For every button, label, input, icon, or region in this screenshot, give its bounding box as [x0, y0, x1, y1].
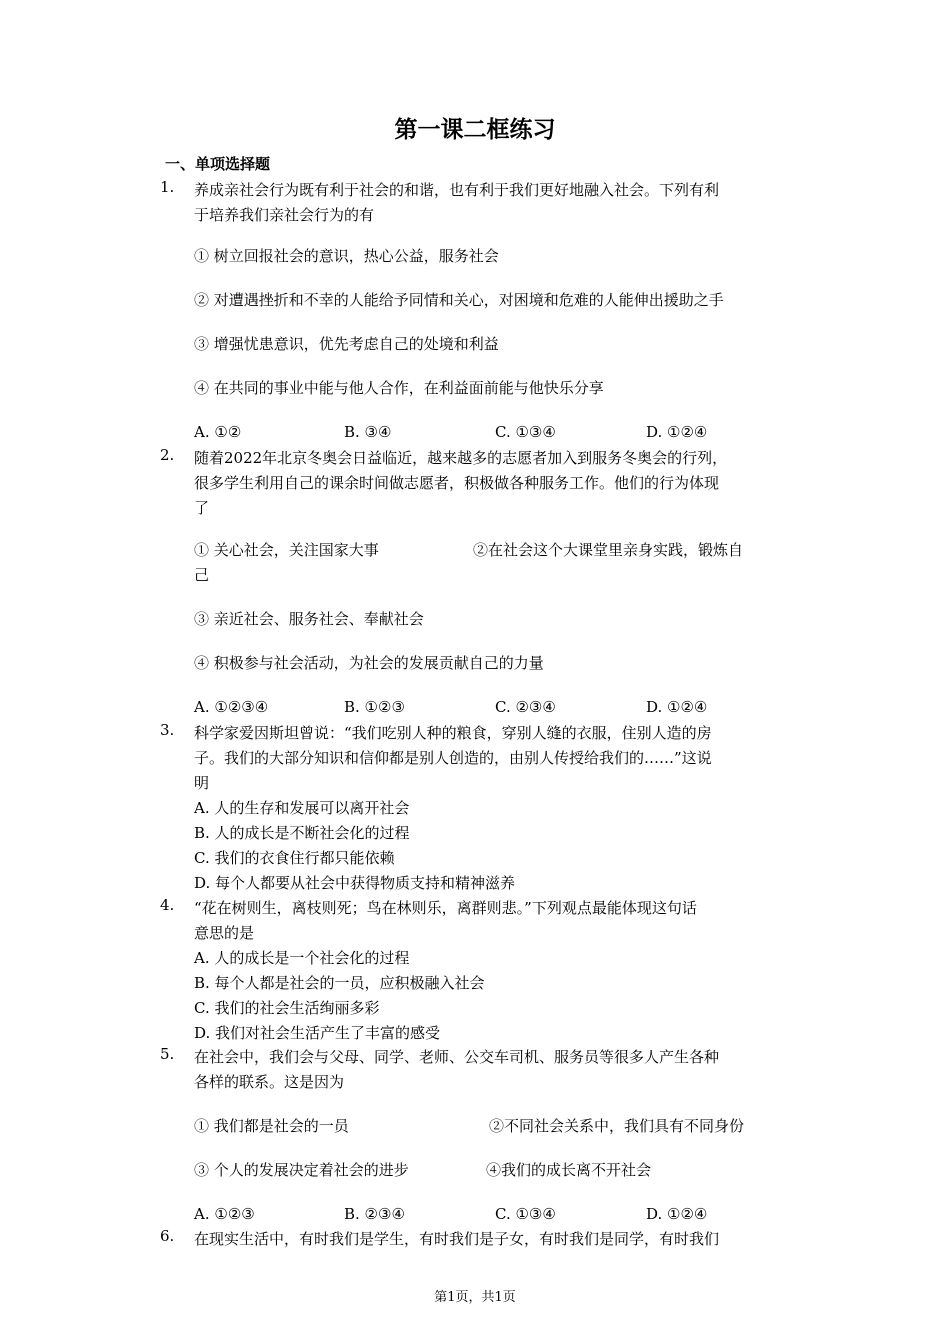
statement-2: ② 对遭遇挫折和不幸的人能给予同情和关心，对困境和危难的人能伸出援助之手: [194, 291, 724, 309]
options-row: [194, 1202, 786, 1227]
question-3: [160, 721, 785, 896]
stem-line: 在现实生活中，有时我们是学生，有时我们是子女，有时我们是同学，有时我们: [194, 1230, 720, 1248]
statement-3: ③ 增强忧患意识，优先考虑自己的处境和利益: [194, 335, 499, 353]
question-number: 2.: [160, 446, 175, 464]
statement-3: ③ 亲近社会、服务社会、奉献社会: [194, 610, 424, 628]
option-a[interactable]: A. 人的生存和发展可以离开社会: [194, 799, 410, 817]
section-heading: 一、单项选择题: [165, 155, 271, 173]
option-b[interactable]: B. 人的成长是不断社会化的过程: [194, 824, 410, 842]
statement-4: ④ 在共同的事业中能与他人合作，在利益面前能与他快乐分享: [194, 379, 604, 397]
page-footer: 第1页，共1页: [434, 1290, 516, 1305]
stem-line: 了: [194, 499, 210, 517]
stem-line: 很多学生利用自己的课余时间做志愿者，积极做各种服务工作。他们的行为体现: [194, 474, 720, 492]
option-d[interactable]: D. 我们对社会生活产生了丰富的感受: [194, 1024, 441, 1042]
option-a[interactable]: A. 人的成长是一个社会化的过程: [194, 949, 410, 967]
statement-1: ① 树立回报社会的意识，热心公益，服务社会: [194, 247, 499, 265]
option-d[interactable]: D. ①②④: [646, 1205, 708, 1223]
stem-line: 养成亲社会行为既有利于社会的和谐，也有利于我们更好地融入社会。下列有利: [194, 181, 720, 199]
question-number: 4.: [160, 896, 175, 914]
options-row: [194, 420, 786, 445]
stem-line: 子。我们的大部分知识和信仰都是别人创造的，由别人传授给我们的……”这说: [194, 749, 712, 767]
question-4: [160, 896, 785, 1046]
statement-1: ① 关心社会，关注国家大事: [194, 541, 379, 559]
option-c[interactable]: C. 我们的衣食住行都只能依赖: [194, 849, 395, 867]
option-d[interactable]: D. ①②④: [646, 423, 708, 441]
option-b[interactable]: B. ②③④: [344, 1205, 405, 1223]
stem-line: 随着2022年北京冬奥会日益临近，越来越多的志愿者加入到服务冬奥会的行列，: [194, 449, 728, 467]
option-c[interactable]: C. ①③④: [495, 1205, 556, 1223]
option-b[interactable]: B. ①②③: [344, 698, 405, 716]
question-stem: [194, 178, 786, 228]
question-6: [160, 1227, 785, 1252]
question-number: 6.: [160, 1227, 175, 1245]
option-a[interactable]: A. ①②③④: [194, 698, 269, 716]
option-c[interactable]: C. ①③④: [495, 423, 556, 441]
question-2: [160, 446, 785, 716]
statement-1: ① 我们都是社会的一员: [194, 1117, 349, 1135]
statement-4: ④ 积极参与社会活动，为社会的发展贡献自己的力量: [194, 654, 544, 672]
question-stem: [194, 1045, 786, 1095]
question-stem: [194, 721, 786, 896]
stem-line: 各样的联系。这是因为: [194, 1073, 345, 1091]
question-stem: [194, 896, 786, 1046]
statement-4: ④我们的成长离不开社会: [486, 1161, 652, 1179]
page-title: 第一课二框练习: [394, 117, 556, 143]
option-c[interactable]: C. ②③④: [495, 698, 556, 716]
question-number: 1.: [160, 178, 175, 196]
option-d[interactable]: D. ①②④: [646, 698, 708, 716]
statement-2: ②不同社会关系中，我们具有不同身份: [489, 1117, 745, 1135]
options-row: [194, 695, 786, 720]
option-b[interactable]: B. ③④: [344, 423, 392, 441]
question-1: [160, 178, 785, 441]
question-number: 5.: [160, 1045, 175, 1063]
option-c[interactable]: C. 我们的社会生活绚丽多彩: [194, 999, 380, 1017]
stem-line: 科学家爱因斯坦曾说：“我们吃别人种的粮食，穿别人缝的衣服，住别人造的房: [194, 724, 712, 742]
statement-2: ②在社会这个大课堂里亲身实践，锻炼自: [473, 541, 744, 559]
stem-line: 意思的是: [194, 924, 255, 942]
statement-2-continued: 己: [194, 566, 210, 584]
option-b[interactable]: B. 每个人都是社会的一员，应积极融入社会: [194, 974, 485, 992]
stem-line: 明: [194, 774, 210, 792]
option-d[interactable]: D. 每个人都要从社会中获得物质支持和精神滋养: [194, 874, 516, 892]
option-a[interactable]: A. ①②③: [194, 1205, 255, 1223]
statement-3: ③ 个人的发展决定着社会的进步: [194, 1161, 409, 1179]
question-stem: [194, 1227, 786, 1252]
stem-line: 在社会中，我们会与父母、同学、老师、公交车司机、服务员等很多人产生各种: [194, 1048, 720, 1066]
stem-line: “花在树则生，离枝则死；鸟在林则乐，离群则悲。”下列观点最能体现这句话: [194, 899, 697, 917]
stem-line: 于培养我们亲社会行为的有: [194, 206, 375, 224]
question-number: 3.: [160, 721, 175, 739]
option-a[interactable]: A. ①②: [194, 423, 242, 441]
question-stem: [194, 446, 786, 521]
question-5: [160, 1045, 785, 1227]
